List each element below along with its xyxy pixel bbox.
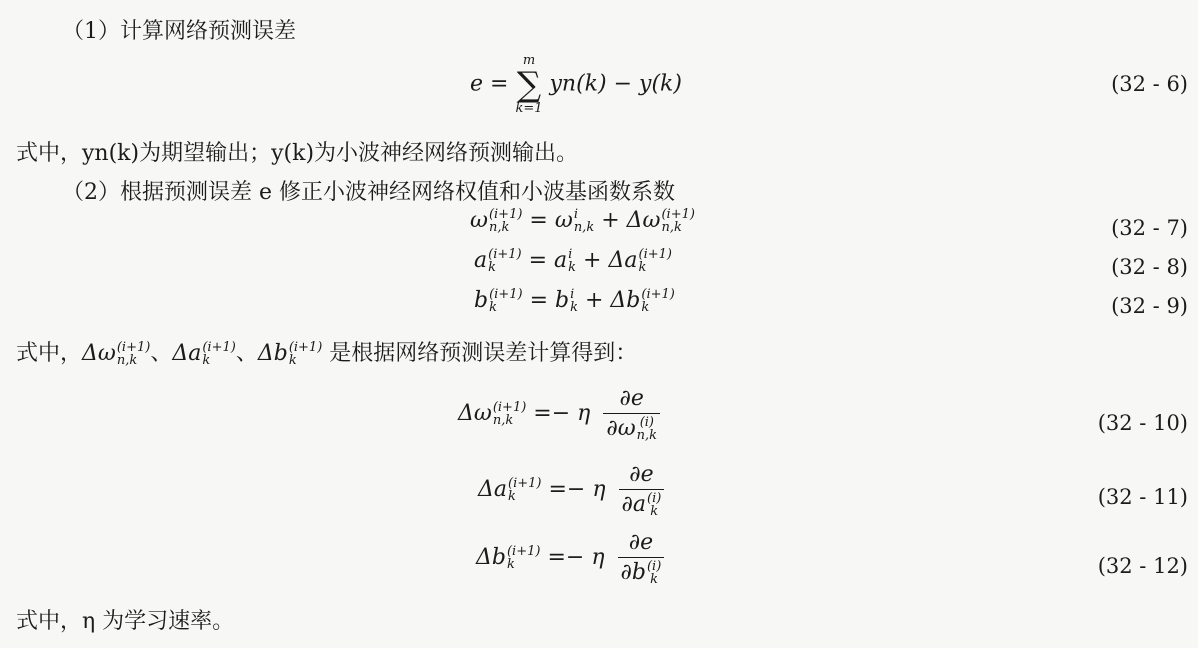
eq-32-9-term2-sup: (i+1) (641, 287, 675, 302)
equation-32-7 (470, 208, 695, 234)
para-2-var-3-sup: (i+1) (288, 340, 323, 355)
eq-32-9-term2-base: Δb (610, 288, 641, 313)
eq-32-11-numerator: ∂e (619, 462, 665, 490)
para-2-var-3-sub: k (288, 353, 297, 368)
para-2-var-1-scripts (117, 341, 150, 367)
paragraph-2 (16, 336, 637, 367)
equation-32-9 (474, 288, 675, 314)
eq-32-9-plus: + (584, 288, 604, 313)
eq-32-8-term1-sub: k (568, 260, 577, 275)
eq-32-9-equals: = (529, 288, 548, 313)
eq-32-8-term2-sup: (i+1) (638, 247, 672, 262)
eq-32-9-term1-base: b (555, 288, 570, 313)
eq-32-7-term2-sub: n,k (661, 220, 682, 235)
eq-32-11-lhs-sup: (i+1) (508, 476, 542, 491)
para-2-var-1-sub: n,k (116, 353, 138, 368)
para-2-suffix: 是根据网络预测误差计算得到： (322, 341, 638, 366)
step-2-heading: （2）根据预测误差 e 修正小波神经网络权值和小波基函数系数 (62, 180, 676, 205)
para-2-var-1-base: Δω (82, 341, 116, 366)
eq-32-9-lhs-sup: (i+1) (489, 287, 523, 302)
eq-32-8-term2-sub: k (638, 260, 647, 275)
eq-32-8-lhs-base: a (474, 248, 488, 273)
para-2-var-3-base: Δb (257, 341, 288, 366)
para-2-var-3-scripts (289, 341, 322, 367)
eq-32-12-lhs-scripts (507, 545, 540, 571)
para-2-var-2-base: Δa (172, 341, 202, 366)
eq-32-8-plus: + (583, 248, 602, 273)
eq-32-12-den-scripts (647, 560, 661, 586)
equation-number-32-12: (32 - 12) (1097, 554, 1188, 578)
eq-32-10-lhs-sup: (i+1) (492, 400, 527, 415)
eq-32-11-rhs: =− η (548, 477, 606, 502)
eq-32-9-term1-sup: i (570, 287, 575, 302)
eq-32-8-term1-scripts (568, 248, 576, 274)
eq-32-7-term1-sup: i (573, 207, 578, 222)
eq-32-9-term2-scripts (641, 288, 674, 314)
eq-32-8-lhs-scripts (488, 248, 521, 274)
eq-32-7-lhs-sub: n,k (488, 220, 510, 235)
sum-symbol: ∑ (516, 64, 542, 105)
eq-32-10-den-sup: (i) (639, 415, 655, 430)
eq-32-6-lhs: e = (470, 71, 509, 97)
equation-32-8 (474, 248, 672, 274)
eq-32-10-lhs-sub: n,k (492, 413, 514, 428)
eq-32-10-numerator: ∂e (603, 386, 660, 414)
eq-32-7-lhs-base: ω (470, 208, 488, 233)
eq-32-7-equals: = (529, 208, 548, 233)
equation-32-6 (470, 54, 682, 115)
eq-32-10-den-sub: n,k (636, 428, 658, 443)
equation-number-32-10: (32 - 10) (1097, 411, 1188, 435)
sum-lower-limit: k=1 (515, 100, 543, 116)
equation-number-32-6: (32 - 6) (1111, 72, 1188, 96)
para-2-sep-1: 、 (150, 341, 173, 366)
equation-number-32-9: (32 - 9) (1111, 294, 1188, 318)
eq-32-9-term1-sub: k (570, 300, 578, 315)
eq-32-11-den-scripts (647, 492, 661, 518)
eq-32-7-lhs-sup: (i+1) (488, 207, 523, 222)
eq-32-7-term2-base: Δω (626, 208, 661, 233)
para-2-var-2-sup: (i+1) (202, 340, 236, 355)
eq-32-12-lhs-sub: k (506, 557, 515, 572)
equation-number-32-7: (32 - 7) (1111, 216, 1188, 240)
eq-32-10-den-scripts (637, 416, 657, 442)
eq-32-9-term1-scripts (570, 288, 578, 314)
eq-32-12-lhs-base: Δb (476, 545, 506, 570)
eq-32-7-term1-sub: n,k (573, 220, 595, 235)
eq-32-11-fraction (619, 462, 665, 518)
eq-32-12-den-sup: (i) (646, 559, 662, 574)
summation (515, 54, 542, 115)
equation-number-32-11: (32 - 11) (1097, 485, 1188, 509)
eq-32-10-fraction (603, 386, 660, 442)
eq-32-11-den-sup: (i) (647, 491, 662, 506)
eq-32-7-term1-scripts (574, 208, 594, 234)
eq-32-7-lhs-scripts (489, 208, 522, 234)
eq-32-11-denominator (619, 490, 665, 518)
eq-32-11-lhs-base: Δa (478, 477, 508, 502)
para-2-var-1-sup: (i+1) (116, 340, 151, 355)
paragraph-3: 式中，η 为学习速率。 (16, 609, 235, 634)
eq-32-6-body: yn(k) − y(k) (549, 71, 682, 97)
equation-number-32-8: (32 - 8) (1111, 255, 1188, 279)
eq-32-8-lhs-sup: (i+1) (488, 247, 522, 262)
para-2-var-2-sub: k (202, 353, 211, 368)
eq-32-12-lhs-sup: (i+1) (506, 544, 541, 559)
para-2-sep-2: 、 (235, 341, 258, 366)
eq-32-10-lhs-base: Δω (458, 401, 492, 426)
eq-32-8-term2-scripts (639, 248, 672, 274)
eq-32-12-denominator (618, 558, 665, 586)
eq-32-9-term2-sub: k (641, 300, 650, 315)
para-2-var-2-scripts (202, 341, 235, 367)
eq-32-7-term1-base: ω (554, 208, 573, 233)
eq-32-9-lhs-sub: k (489, 300, 497, 315)
eq-32-10-denominator (603, 414, 660, 442)
equation-32-11 (478, 462, 664, 518)
step-1-heading: （1）计算网络预测误差 (62, 19, 296, 44)
eq-32-10-lhs-scripts (493, 401, 526, 427)
eq-32-9-lhs-scripts (489, 288, 522, 314)
sum-upper-limit: m (522, 53, 536, 68)
eq-32-12-rhs: =− η (547, 545, 605, 570)
eq-32-8-lhs-sub: k (488, 260, 497, 275)
eq-32-8-equals: = (528, 248, 548, 273)
eq-32-8-term1-base: a (554, 248, 568, 273)
eq-32-11-lhs-scripts (508, 477, 541, 503)
eq-32-7-term2-sup: (i+1) (661, 207, 695, 222)
eq-32-12-fraction (618, 530, 665, 586)
eq-32-9-lhs-base: b (474, 288, 489, 313)
paragraph-1: 式中，yn(k)为期望输出；y(k)为小波神经网络预测输出。 (16, 141, 579, 166)
para-2-prefix: 式中， (16, 341, 83, 366)
eq-32-12-numerator: ∂e (618, 530, 665, 558)
eq-32-7-term2-scripts (661, 208, 694, 234)
eq-32-11-lhs-sub: k (508, 489, 516, 504)
eq-32-11-den-base: ∂a (621, 492, 647, 517)
eq-32-8-term2-base: Δa (608, 248, 638, 273)
eq-32-10-rhs: =− η (533, 401, 591, 426)
eq-32-8-term1-sup: i (568, 247, 573, 262)
eq-32-12-den-sub: k (650, 572, 659, 587)
eq-32-11-den-sub: k (650, 504, 659, 519)
eq-32-7-plus: + (601, 208, 620, 233)
eq-32-10-den-base: ∂ω (606, 416, 636, 441)
equation-32-10 (458, 386, 660, 442)
equation-32-12 (476, 530, 664, 586)
eq-32-12-den-base: ∂b (620, 560, 646, 585)
